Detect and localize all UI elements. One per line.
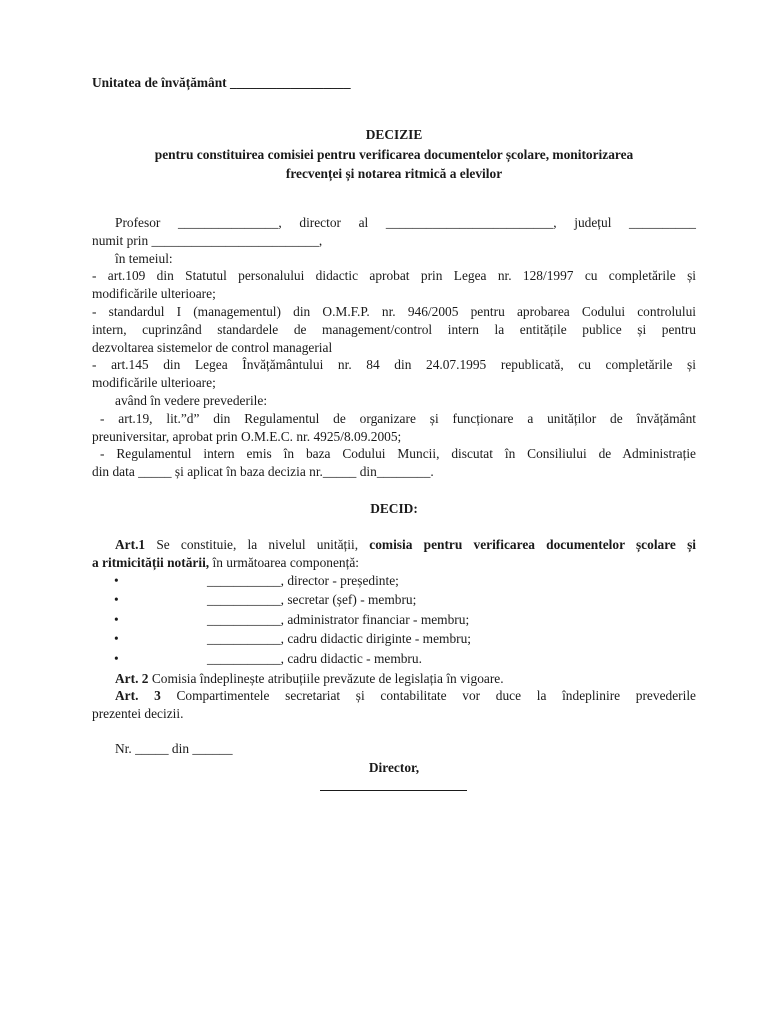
preamble-line: Profesor _______________, director al _________________________, județul __________	[115, 215, 696, 230]
article-3-text: Compartimentele secretariat și contabilitate vor duce la îndeplinire prevederile	[160, 688, 696, 704]
article-1-line-1	[92, 536, 696, 554]
preamble-line: - art.145 din Legea Învățământului nr. 84 din 24.07.1995 republicată, cu completările și	[92, 357, 696, 373]
article-3-label: Art. 3	[115, 688, 161, 704]
article-3-line-1	[92, 687, 696, 705]
preamble-line: preuniversitar, aprobat prin O.M.E.C. nr. 4925/8.09.2005;	[92, 428, 402, 444]
articles-section	[92, 536, 696, 723]
member-list-item	[92, 611, 696, 631]
document-title: DECIZIE	[365, 127, 423, 142]
preamble-line: - art.109 din Statutul personalului didactic aprobat prin Legea nr. 128/1997 cu completările și	[92, 268, 696, 284]
preamble-line: - art.19, lit.”d” din Regulamentul de organizare și funcționare a unităților de învățământ	[100, 410, 696, 426]
article-2-text: Comisia îndeplinește atribuțiile prevăzute de legislația în vigoare.	[148, 670, 504, 686]
member-text: ___________, cadru didactic diriginte - membru;	[207, 631, 472, 647]
member-text: ___________, secretar (șef) - membru;	[207, 592, 417, 608]
preamble-line: - Regulamentul intern emis în baza Codului Muncii, discutat în Consiliului de Administrație	[100, 446, 696, 462]
signature-line	[320, 790, 467, 791]
article-1-text: Se constituie, la nivelul unității,	[145, 537, 370, 552]
member-list-item	[92, 630, 696, 650]
bullet-icon: •	[114, 611, 119, 627]
school-unit-field: Unitatea de învățământ __________________	[92, 75, 351, 90]
subtitle-line-2: frecvenței și notarea ritmică a elevilor	[285, 165, 503, 181]
bullet-icon: •	[114, 592, 119, 608]
preamble-line: în temeiul:	[115, 250, 173, 266]
article-1-line-2	[92, 554, 696, 572]
article-2-label: Art. 2	[115, 670, 149, 686]
article-3-line-2: prezentei decizii.	[92, 706, 184, 722]
preamble-line: modificările ulterioare;	[92, 286, 216, 302]
member-text: ___________, director - președinte;	[207, 572, 399, 588]
member-list-item	[92, 572, 696, 592]
article-2	[92, 670, 696, 688]
subtitle-line-1: pentru constituirea comisiei pentru verificarea documentelor școlare, monitorizarea	[154, 147, 634, 162]
registration-number-field: Nr. _____ din ______	[115, 741, 233, 756]
document-subtitle	[106, 146, 682, 183]
decid-heading: DECID:	[370, 501, 418, 516]
bullet-icon: •	[114, 650, 119, 666]
bullet-icon: •	[114, 572, 119, 588]
preamble-line: dezvoltarea sistemelor de control managerial	[92, 339, 333, 355]
article-1-commission-name: comisia pentru verificarea documentelor școlare și	[369, 537, 697, 552]
member-list-item	[92, 591, 696, 611]
article-1-commission-name-cont: a ritmicității notării,	[92, 554, 210, 570]
preamble-line: modificările ulterioare;	[92, 375, 216, 391]
member-text: ___________, administrator financiar - membru;	[207, 611, 470, 627]
preamble-line: intern, cuprinzând standardele de management/control intern la entitățile publice și pentru	[92, 321, 696, 337]
preamble-line: numit prin _________________________,	[92, 232, 323, 248]
article-1-text-cont: în următoarea componență:	[209, 554, 359, 570]
bullet-icon: •	[114, 631, 119, 647]
preamble-section	[92, 214, 696, 481]
article-1-label: Art.1	[115, 537, 146, 552]
director-signature-label: Director,	[368, 760, 420, 775]
member-list-item	[92, 650, 696, 670]
preamble-line: având în vedere prevederile:	[115, 392, 268, 408]
preamble-line: - standardul I (managementul) din O.M.F.P. nr. 946/2005 pentru aprobarea Codului controlului	[92, 303, 696, 319]
member-text: ___________, cadru didactic - membru.	[207, 650, 422, 666]
preamble-line: din data _____ și aplicat în baza decizia nr._____ din________.	[92, 464, 434, 480]
